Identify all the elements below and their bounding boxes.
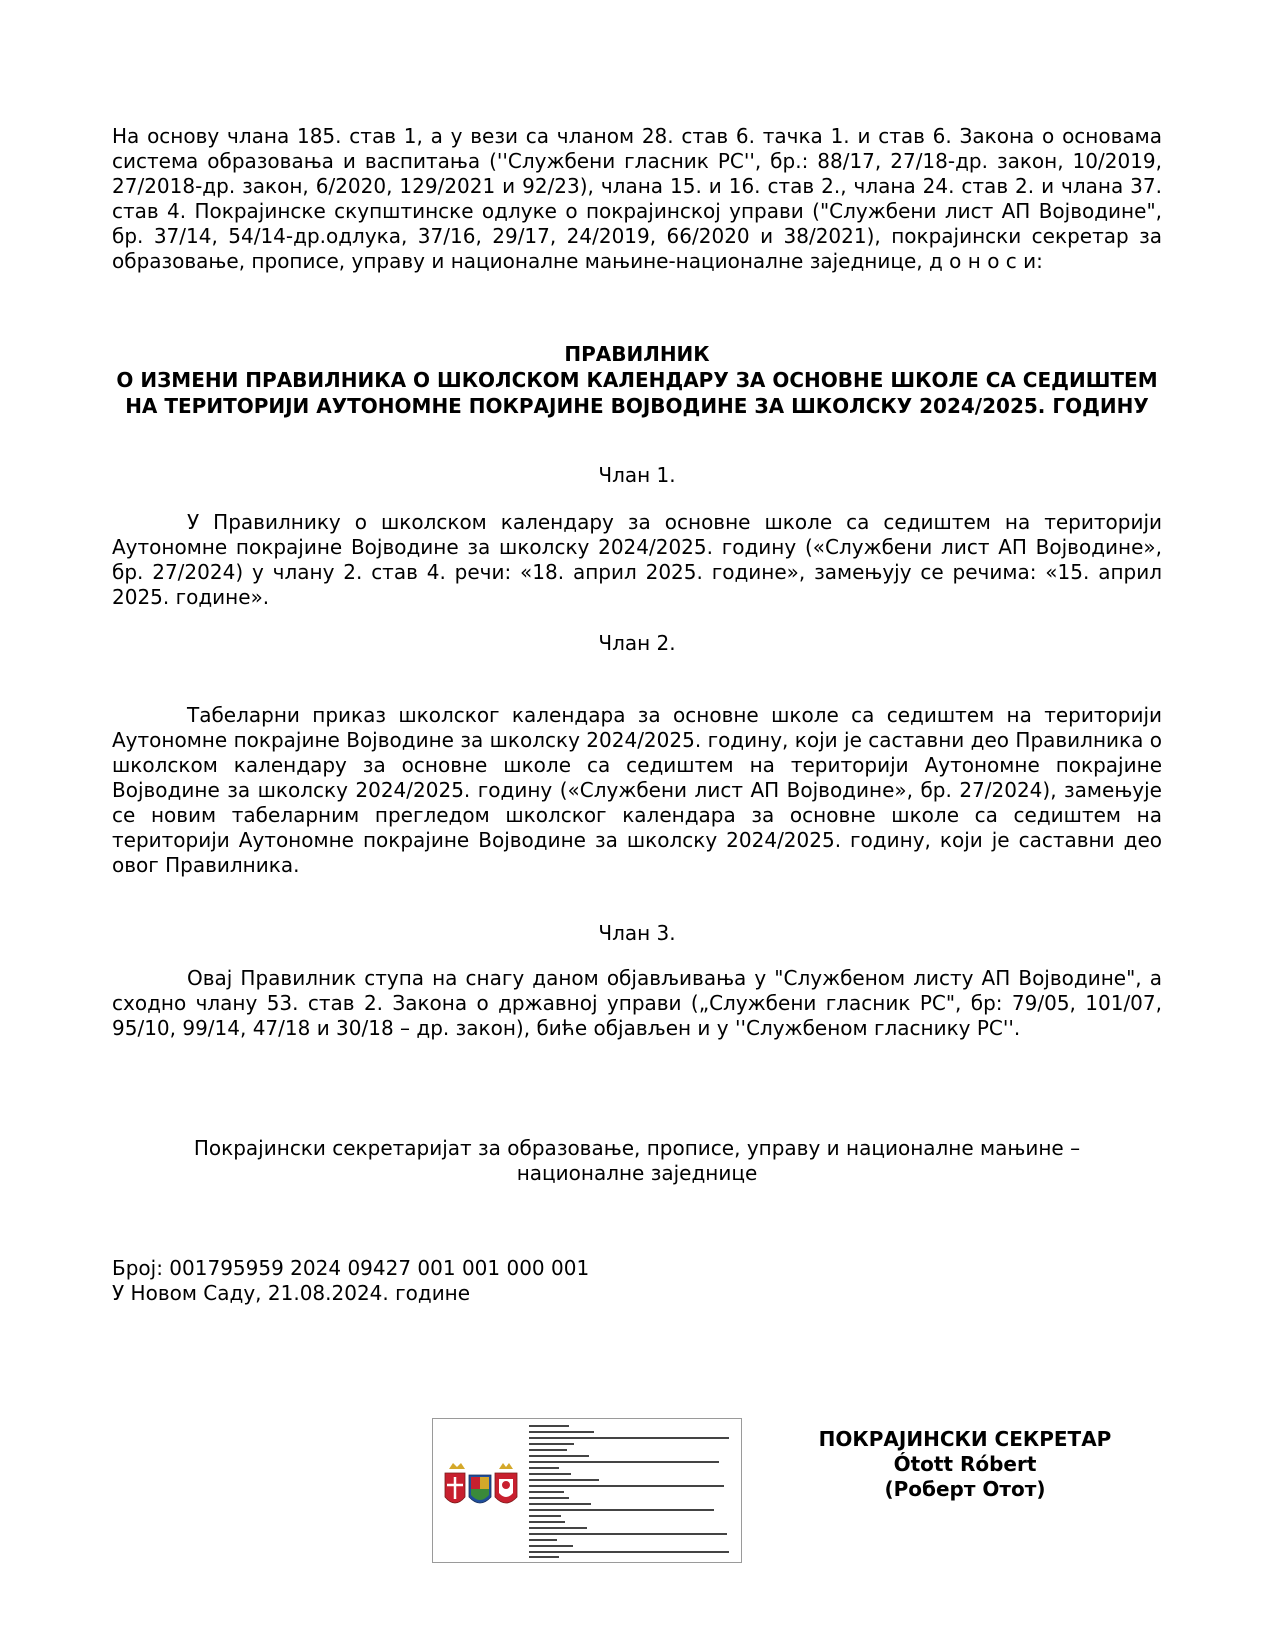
signatory-name-cyrillic: (Роберт Отот) [884,1477,1046,1501]
document-title [112,341,1162,419]
secretariat-line-1: Покрајински секретаријат за образовање, прописе, управу и националне мањине – [193,1136,1081,1160]
article-3-heading: Члан 3. [598,921,676,945]
title-line-2: О ИЗМЕНИ ПРАВИЛНИКА О ШКОЛСКОМ КАЛЕНДАРУ ЗА ОСНОВНЕ ШКОЛЕ СА СЕДИШТЕМ [116,368,1158,392]
article-2-heading: Члан 2. [598,631,676,655]
article-2-text: Табеларни приказ школског календара за основне школе са седиштем на територији Аутономне покрајине Војводине за школску 2024/2025. годину, који је саставни део Правилника о школском календару за основне школе са седиштем на територији Аутономне покрајине Војводине за школску 2024/2025. годину («Службени лист АП Војводине», бр. 27/2024), замењује се новим табеларним прегледом школског календара за основне школе са седиштем на територији Аутономне покрајине Војводине за школску 2024/2025. годину, који је саставни део овог Правилника. [112,703,1162,877]
article-3-text: Овај Правилник ступа на снагу даном објављивања у "Службеном листу АП Војводине", а сходно члану 53. став 2. Закона о државној управи („Службени гласник РС", бр: 79/05, 101/07, 95/10, 99/14, 47/18 и 30/18 – др. закон), биће објављен и у ''Службеном гласнику РС''. [112,966,1162,1040]
signatory-name-latin: Ótott Róbert [893,1452,1037,1476]
place-and-date: У Новом Саду, 21.08.2024. године [112,1281,471,1305]
coat-of-arms-icon [441,1459,521,1519]
secretariat-line-2: националне заједнице [516,1161,758,1185]
secretariat-name [112,1136,1162,1186]
electronic-signature-stamp [432,1418,742,1563]
reference-block [112,1256,812,1306]
stamp-text-lines [529,1423,735,1559]
article-1-heading: Члан 1. [598,463,676,487]
title-line-1: ПРАВИЛНИК [564,342,710,366]
document-number: Број: 001795959 2024 09427 001 001 000 001 [112,1256,590,1280]
signatory-role: ПОКРАЈИНСКИ СЕКРЕТАР [818,1427,1112,1451]
title-line-3: НА ТЕРИТОРИЈИ АУТОНОМНЕ ПОКРАЈИНЕ ВОЈВОДИНЕ ЗА ШКОЛСКУ 2024/2025. ГОДИНУ [125,394,1149,418]
article-1-text: У Правилнику о школском календару за основне школе са седиштем на територији Аутономне покрајине Војводине за школску 2024/2025. годину («Службени лист АП Војводине», бр. 27/2024) у члану 2. став 4. речи: «18. април 2025. године», замењују се речима: «15. април 2025. године». [112,510,1162,609]
preamble-paragraph: На основу члана 185. став 1, а у вези са чланом 28. став 6. тачка 1. и став 6. Закона о основама система образовања и васпитања (''Службени гласник РС'', бр.: 88/17, 27/18-др. закон, 10/2019, 27/2018-др. закон, 6/2020, 129/2021 и 92/23), члана 15. и 16. став 2., члана 24. став 2. и члана 37. став 4. Покрајинске скупштинске одлуке о покрајинској управи ("Службени лист АП Војводине", бр. 37/14, 54/14-др.одлука, 37/16, 29/17, 24/2019, 66/2020 и 38/2021), покрајински секретар за образовање, прописе, управу и националне мањине-националне заједнице, д о н о с и: [112,124,1162,273]
signature-block [800,1427,1130,1502]
